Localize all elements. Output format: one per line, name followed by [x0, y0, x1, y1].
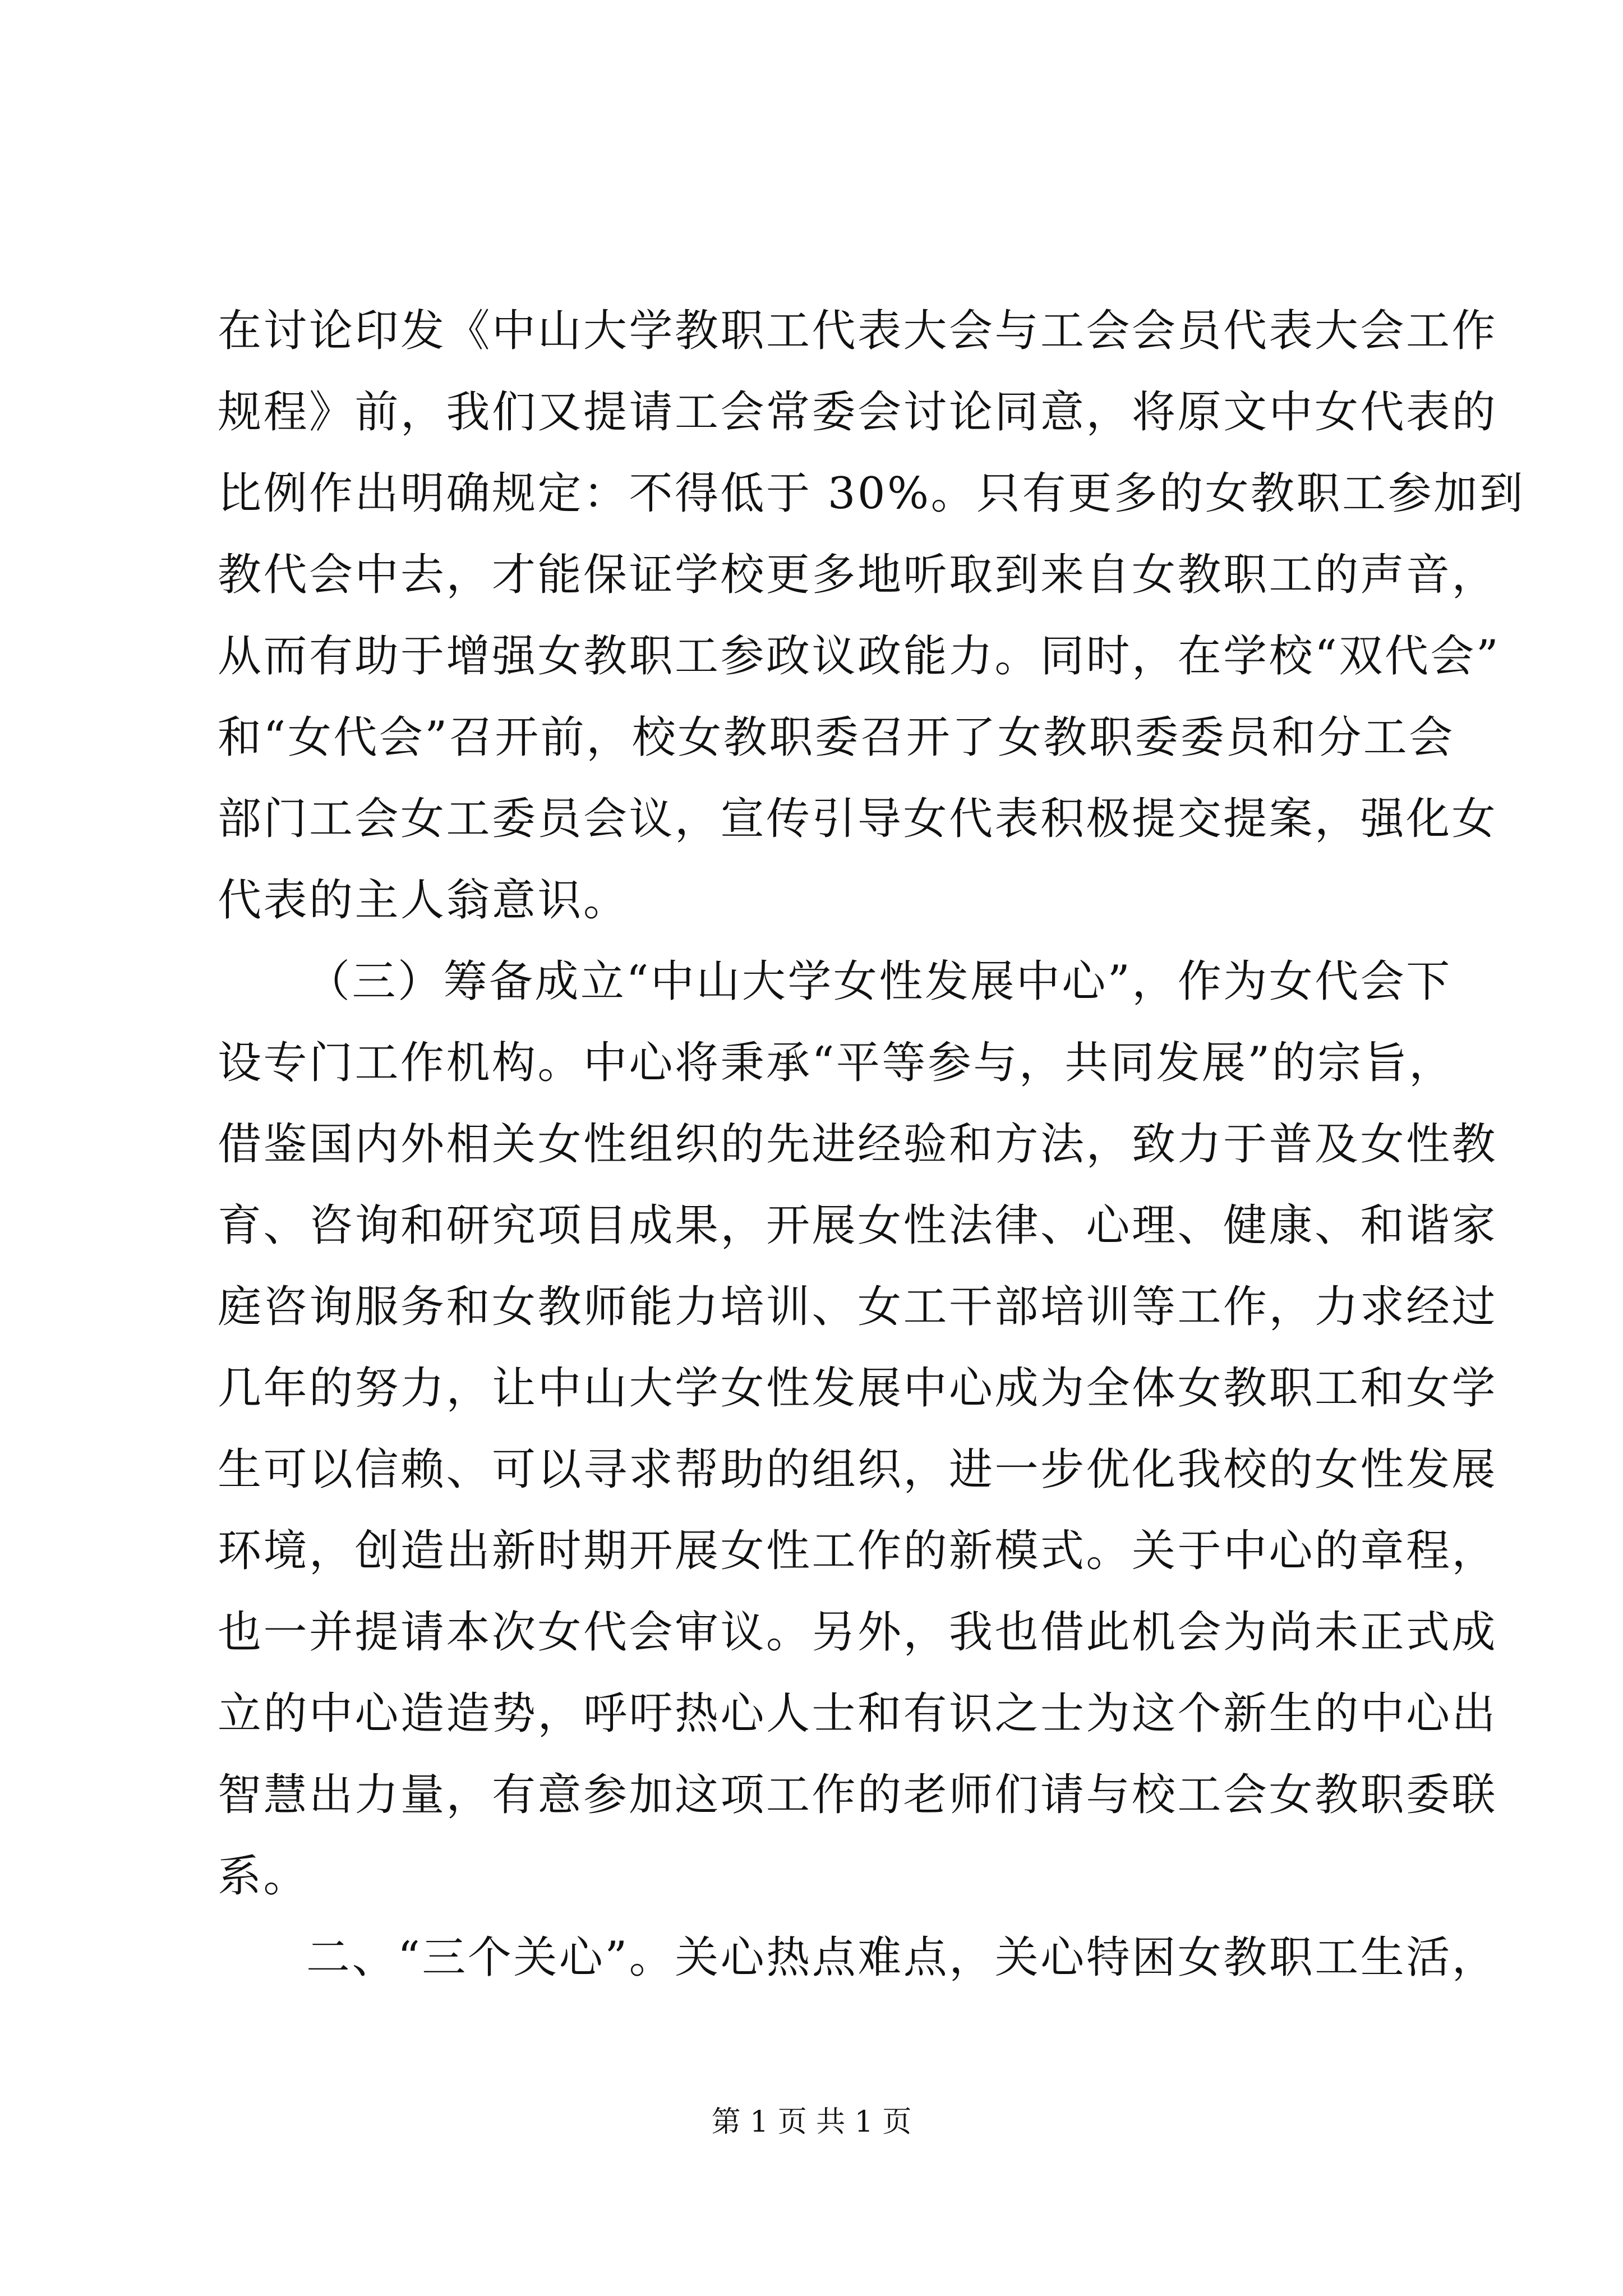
- text-line: 育、咨询和研究项目成果，开展女性法律、心理、健康、和谐家: [218, 1200, 1498, 1251]
- page-number-label: 第 1 页 共 1 页: [711, 2105, 912, 2139]
- text-line: （三）筹备成立“中山大学女性发展中心”，作为女代会下: [306, 956, 1452, 1007]
- text-line: 代表的主人翁意识。: [218, 875, 629, 926]
- text-line: 系。: [218, 1851, 310, 1902]
- text-line: 庭咨询服务和女教师能力培训、女工干部培训等工作，力求经过: [218, 1282, 1498, 1332]
- text-line: 在讨论印发《中山大学教职工代表大会与工会会员代表大会工作: [218, 306, 1498, 356]
- text-line: 比例作出明确规定：不得低于 30%。只有更多的女教职工参加到: [218, 468, 1525, 519]
- document-body: [218, 291, 1525, 1999]
- page-footer: [0, 2102, 1623, 2142]
- text-line: 二、“三个关心”。关心热点难点，关心特困女教职工生活，: [306, 1932, 1498, 1983]
- text-line: 部门工会女工委员会议，宣传引导女代表积极提交提案，强化女: [218, 794, 1498, 844]
- text-line: 教代会中去，才能保证学校更多地听取到来自女教职工的声音，: [218, 550, 1498, 600]
- text-line: 规程》前，我们又提请工会常委会讨论同意，将原文中女代表的: [218, 387, 1498, 438]
- text-line: 也一并提请本次女代会审议。另外，我也借此机会为尚未正式成: [218, 1607, 1498, 1658]
- text-line: 从而有助于增强女教职工参政议政能力。同时，在学校“双代会”: [218, 631, 1501, 682]
- text-line: 生可以信赖、可以寻求帮助的组织，进一步优化我校的女性发展: [218, 1444, 1498, 1495]
- text-line: 环境，创造出新时期开展女性工作的新模式。关于中心的章程，: [218, 1526, 1498, 1576]
- text-line: 设专门工作机构。中心将秉承“平等参与，共同发展”的宗旨，: [218, 1038, 1455, 1088]
- text-line: 借鉴国内外相关女性组织的先进经验和方法，致力于普及女性教: [218, 1119, 1498, 1170]
- text-line: 几年的努力，让中山大学女性发展中心成为全体女教职工和女学: [218, 1363, 1498, 1414]
- text-line: 智慧出力量，有意参加这项工作的老师们请与校工会女教职委联: [218, 1770, 1498, 1820]
- text-line: 和“女代会”召开前，校女教职委召开了女教职委委员和分工会: [218, 712, 1455, 763]
- text-line: 立的中心造造势，呼吁热心人士和有识之士为这个新生的中心出: [218, 1688, 1498, 1739]
